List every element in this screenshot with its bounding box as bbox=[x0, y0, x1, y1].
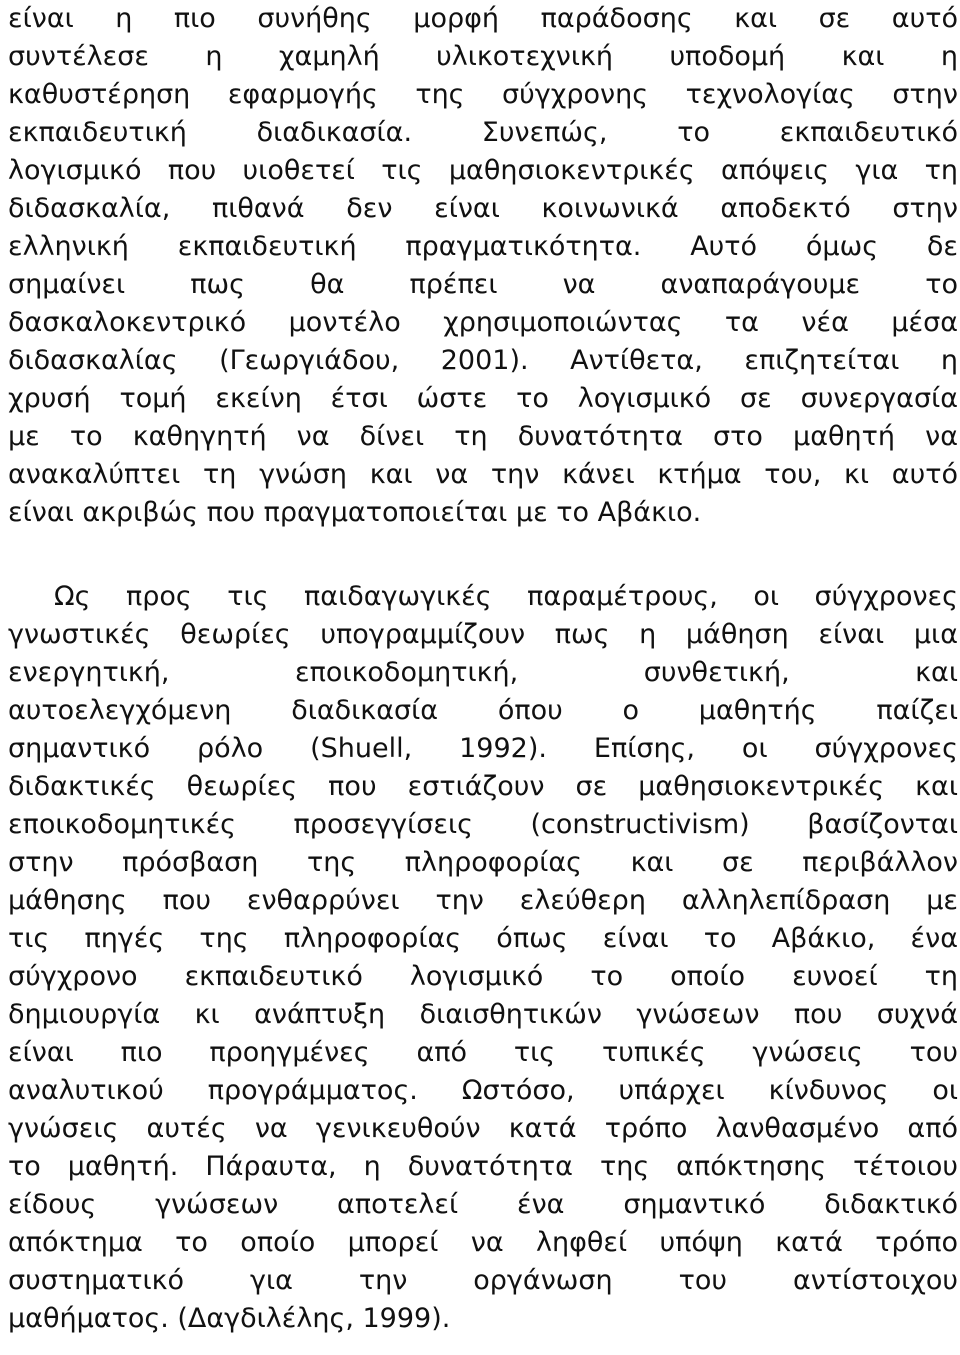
text-line: είδους γνώσεων αποτελεί ένα σημαντικό διδακτικό bbox=[8, 1189, 958, 1220]
text-line: χρυσή τομή εκείνη έτσι ώστε το λογισμικό σε συνεργασία bbox=[8, 383, 958, 414]
text-line: συστηματικό για την οργάνωση του αντίστοιχου bbox=[8, 1265, 958, 1296]
text-line: γνωστικές θεωρίες υπογραμμίζουν πως η μάθηση είναι μια bbox=[8, 619, 958, 650]
text-line: διδακτικές θεωρίες που εστιάζουν σε μαθησιοκεντρικές και bbox=[8, 771, 958, 802]
text-line: συντέλεσε η χαμηλή υλικοτεχνική υποδομή και η bbox=[8, 41, 958, 72]
text-line: ελληνική εκπαιδευτική πραγματικότητα. Αυτό όμως δε bbox=[8, 231, 958, 262]
text-line: απόκτημα το οποίο μπορεί να ληφθεί υπόψη κατά τρόπο bbox=[8, 1227, 958, 1258]
paragraph-2 bbox=[8, 578, 958, 1338]
text-line: λογισμικό που υιοθετεί τις μαθησιοκεντρικές απόψεις για τη bbox=[8, 155, 958, 186]
text-line: σημαίνει πως θα πρέπει να αναπαράγουμε το bbox=[8, 269, 958, 300]
text-line: γνώσεις αυτές να γενικευθούν κατά τρόπο λανθασμένο από bbox=[8, 1113, 958, 1144]
text-line: στην πρόσβαση της πληροφορίας και σε περιβάλλον bbox=[8, 847, 958, 878]
text-line: καθυστέρηση εφαρμογής της σύγχρονης τεχνολογίας στην bbox=[8, 79, 958, 110]
text-line: δασκαλοκεντρικό μοντέλο χρησιμοποιώντας τα νέα μέσα bbox=[8, 307, 958, 338]
paragraph-1 bbox=[8, 0, 958, 532]
text-line: μαθήματος. (Δαγδιλέλης, 1999). bbox=[8, 1303, 451, 1334]
text-line: εκπαιδευτική διαδικασία. Συνεπώς, το εκπαιδευτικό bbox=[8, 117, 958, 148]
text-line: είναι η πιο συνήθης μορφή παράδοσης και σε αυτό bbox=[8, 3, 958, 34]
text-line: ανακαλύπτει τη γνώση και να την κάνει κτήμα του, κι αυτό bbox=[8, 459, 958, 490]
text-line: είναι ακριβώς που πραγματοποιείται με το Αβάκιο. bbox=[8, 497, 702, 528]
text-line: αναλυτικού προγράμματος. Ωστόσο, υπάρχει κίνδυνος οι bbox=[8, 1075, 958, 1106]
text-line: με το καθηγητή να δίνει τη δυνατότητα στο μαθητή να bbox=[8, 421, 958, 452]
text-line: σύγχρονο εκπαιδευτικό λογισμικό το οποίο ευνοεί τη bbox=[8, 961, 958, 992]
text-line: σημαντικό ρόλο (Shuell, 1992). Επίσης, οι σύγχρονες bbox=[8, 733, 958, 764]
text-line: το μαθητή. Πάραυτα, η δυνατότητα της απόκτησης τέτοιου bbox=[8, 1151, 958, 1182]
text-line: ενεργητική, εποικοδομητική, συνθετική, και bbox=[8, 657, 958, 688]
text-line: διδασκαλίας (Γεωργιάδου, 2001). Αντίθετα, επιζητείται η bbox=[8, 345, 958, 376]
text-line: αυτοελεγχόμενη διαδικασία όπου ο μαθητής παίζει bbox=[8, 695, 958, 726]
text-line: είναι πιο προηγμένες από τις τυπικές γνώσεις του bbox=[8, 1037, 958, 1068]
text-line: Ως προς τις παιδαγωγικές παραμέτρους, οι σύγχρονες bbox=[54, 581, 958, 612]
text-line: διδασκαλία, πιθανά δεν είναι κοινωνικά αποδεκτό στην bbox=[8, 193, 958, 224]
text-line: εποικοδομητικές προσεγγίσεις (constructivism) βασίζονται bbox=[8, 809, 958, 840]
text-line: μάθησης που ενθαρρύνει την ελεύθερη αλληλεπίδραση με bbox=[8, 885, 958, 916]
text-line: δημιουργία κι ανάπτυξη διαισθητικών γνώσεων που συχνά bbox=[8, 999, 958, 1030]
text-line: τις πηγές της πληροφορίας όπως είναι το Αβάκιο, ένα bbox=[8, 923, 958, 954]
